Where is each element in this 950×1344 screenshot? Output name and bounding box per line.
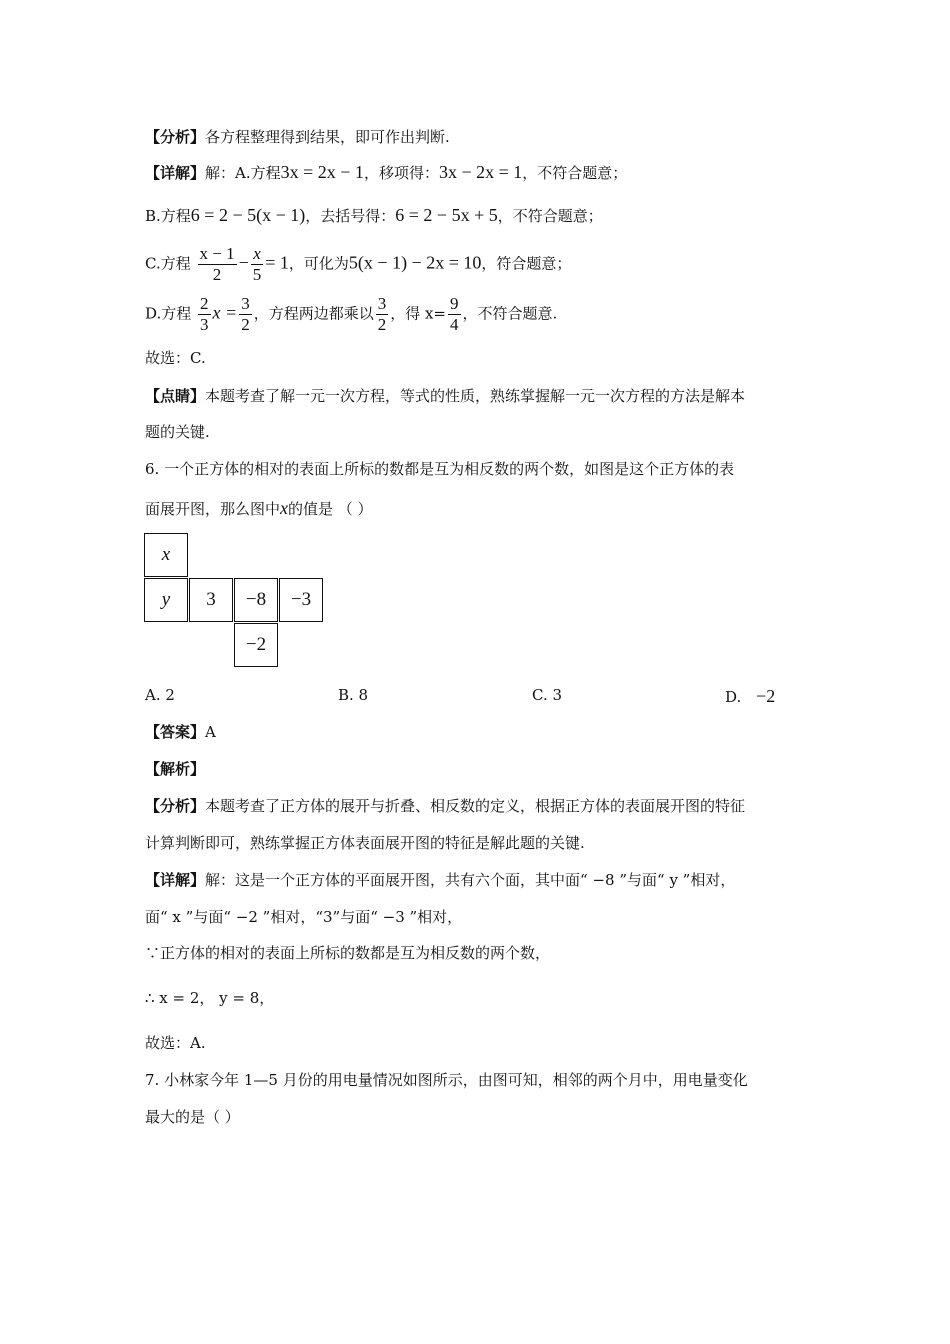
numerator: x − 1 bbox=[199, 244, 235, 263]
text: ，移项得： bbox=[363, 164, 439, 182]
detail-line-b bbox=[145, 206, 603, 224]
fraction bbox=[198, 244, 237, 285]
analysis-line-2b: 计算判断即可，熟练掌握正方体表面展开图的特征是解此题的关键. bbox=[145, 834, 585, 852]
equation: 3x = 2x − 1 bbox=[280, 162, 364, 182]
detail-line-a bbox=[145, 163, 627, 181]
net-cell-y: y bbox=[144, 578, 188, 622]
net-cell-x: x bbox=[144, 533, 188, 577]
section-tag: 【详解】 bbox=[145, 871, 206, 889]
denominator: 2 bbox=[212, 265, 222, 284]
fraction bbox=[251, 244, 264, 285]
text: 本题考查了解一元一次方程，等式的性质，熟练掌握解一元一次方程的方法是解本 bbox=[205, 387, 746, 405]
option-value: −2 bbox=[756, 686, 776, 706]
numerator: 2 bbox=[200, 294, 209, 313]
comment-line bbox=[145, 389, 745, 404]
fraction bbox=[376, 294, 389, 335]
numerator: x bbox=[251, 244, 264, 265]
detail-line-q6 bbox=[145, 873, 735, 888]
equation: 6 = 2 − 5x + 5 bbox=[395, 205, 498, 225]
text: ，不符合题意. bbox=[462, 304, 558, 323]
because-line: ∵正方体的相对的表面上所标的数都是互为相反数的两个数， bbox=[145, 944, 551, 962]
therefore-line: ∴ x = 2， y = 8， bbox=[145, 989, 275, 1007]
text: ，方程两边都乘以 bbox=[253, 304, 374, 323]
denominator: 4 bbox=[450, 315, 459, 334]
explanation-heading: 【解析】 bbox=[145, 760, 206, 778]
equation: 3x − 2x = 1 bbox=[438, 162, 523, 182]
net-cell-minus2: −2 bbox=[234, 623, 278, 667]
net-cell-3: 3 bbox=[189, 578, 233, 622]
equation: x = bbox=[212, 302, 238, 323]
fraction bbox=[198, 294, 211, 335]
detail-line-d bbox=[145, 294, 557, 335]
text: 的值是 （ ） bbox=[288, 500, 373, 518]
text: 解：这是一个正方体的平面展开图，共有六个面，其中面“ −8 ”与面“ y ”相对， bbox=[205, 871, 736, 889]
text: D.方程 bbox=[145, 304, 192, 323]
text: ，符合题意； bbox=[481, 254, 572, 273]
text: 本题考查了正方体的展开与折叠、相反数的定义，根据正方体的表面展开图的特征 bbox=[205, 797, 746, 815]
text: ，可化为 bbox=[288, 254, 349, 273]
analysis-line-2 bbox=[145, 799, 745, 814]
answer-line bbox=[145, 725, 216, 740]
denominator: 2 bbox=[241, 315, 250, 334]
text: C.方程 bbox=[145, 254, 191, 273]
analysis-text: 各方程整理得到结果，即可作出判断. bbox=[205, 128, 450, 146]
option-label: D. bbox=[725, 688, 742, 706]
net-cell-minus8: −8 bbox=[234, 578, 278, 622]
detail-line-q6b: 面“ x ”与面“ −2 ”相对，“3”与面“ −3 ”相对， bbox=[145, 908, 463, 926]
denominator: 2 bbox=[377, 315, 387, 334]
fraction bbox=[448, 294, 461, 335]
question-6-line1: 6. 一个正方体的相对的表面上所标的数都是互为相反数的两个数，如图是这个正方体的表 bbox=[145, 460, 735, 478]
question-6-line2 bbox=[145, 499, 373, 517]
denominator: 5 bbox=[252, 265, 262, 284]
option-a: A. 2 bbox=[145, 686, 175, 704]
detail-line-c bbox=[145, 244, 571, 285]
text: 解：A.方程 bbox=[205, 164, 281, 182]
section-tag: 【详解】 bbox=[145, 164, 206, 182]
choose-line: 故选：C. bbox=[145, 349, 206, 367]
numerator: 3 bbox=[241, 294, 250, 313]
section-tag: 【点睛】 bbox=[145, 387, 206, 405]
operator: − bbox=[238, 252, 249, 273]
denominator: 3 bbox=[200, 315, 209, 334]
answer-value: A bbox=[205, 723, 216, 741]
comment-line-2: 题的关键. bbox=[145, 423, 210, 441]
option-c: C. 3 bbox=[532, 686, 563, 704]
text: ，不符合题意； bbox=[497, 207, 603, 225]
numerator: 3 bbox=[377, 294, 387, 313]
equation: 6 = 2 − 5(x − 1) bbox=[190, 205, 306, 225]
section-tag: 【答案】 bbox=[145, 723, 206, 741]
option-b: B. 8 bbox=[338, 686, 369, 704]
text: 面展开图，那么图中 bbox=[145, 500, 281, 518]
numerator: 9 bbox=[450, 294, 459, 313]
net-cell-minus3: −3 bbox=[279, 578, 323, 622]
section-tag: 【分析】 bbox=[145, 797, 206, 815]
text: ，不符合题意； bbox=[522, 164, 628, 182]
text: ，去括号得： bbox=[305, 207, 396, 225]
text: B.方程 bbox=[145, 207, 191, 225]
variable: x bbox=[280, 498, 289, 518]
text: ，得 x= bbox=[390, 304, 446, 323]
fraction bbox=[239, 294, 252, 335]
question-7-line2: 最大的是（ ） bbox=[145, 1108, 240, 1126]
equation: = 1 bbox=[265, 252, 289, 273]
question-7-line1: 7. 小林家今年 1—5 月份的用电量情况如图所示，由图可知，相邻的两个月中，用电量变化 bbox=[145, 1071, 748, 1089]
analysis-line bbox=[145, 130, 450, 145]
option-d bbox=[725, 686, 775, 707]
choose-line-2: 故选：A. bbox=[145, 1034, 206, 1052]
equation: 5(x − 1) − 2x = 10 bbox=[348, 252, 482, 273]
section-tag: 【分析】 bbox=[145, 128, 206, 146]
